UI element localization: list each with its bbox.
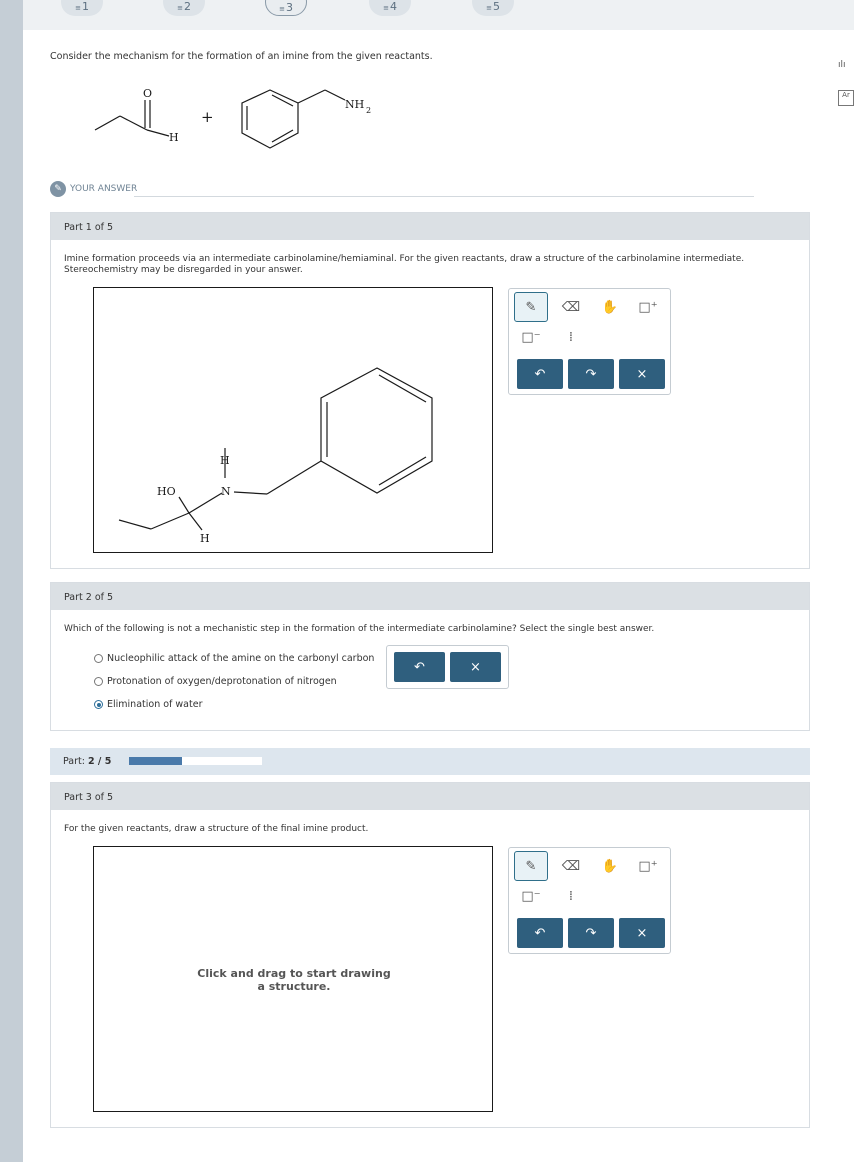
question-nav-item-3[interactable]: ≡ 3 xyxy=(265,0,307,16)
part-2-card xyxy=(50,582,810,731)
drawing-toolbox-part-1 xyxy=(508,288,671,395)
clear-button[interactable]: × xyxy=(450,652,501,682)
carbonyl-oxygen-label: O xyxy=(143,87,153,100)
amine-subscript: 2 xyxy=(366,106,372,115)
undo-button[interactable]: ↶ xyxy=(517,918,563,948)
part-2-prompt: Which of the following is not a mechanistic step in the formation of the intermediate carbinolamine? Select the single best answer. xyxy=(64,624,655,634)
add-charge-icon[interactable]: □⁺ xyxy=(638,299,658,315)
amine-label: NH xyxy=(345,98,365,111)
question-nav-item-2[interactable]: ≡ 2 xyxy=(163,0,205,16)
part-3-card xyxy=(50,782,810,1128)
drawing-toolbox-part-3 xyxy=(508,847,671,954)
data-table-icon[interactable]: ılı xyxy=(838,60,846,70)
list-icon: ≡ xyxy=(177,4,182,12)
progress-bar xyxy=(129,757,262,765)
your-answer-label: YOUR ANSWER xyxy=(70,184,138,194)
radio-button-selected[interactable] xyxy=(94,700,103,709)
drawing-canvas-part-1[interactable] xyxy=(93,287,493,553)
lone-pair-icon[interactable]: ⁞ xyxy=(568,888,574,904)
question-nav-item-1[interactable]: ≡ 1 xyxy=(61,0,103,16)
pencil-icon[interactable]: ✎ xyxy=(514,851,548,881)
carbinolamine-structure xyxy=(94,288,492,552)
nh-hydrogen-label: H xyxy=(220,454,230,467)
choice-elimination-of-water[interactable]: Elimination of water xyxy=(94,699,202,710)
redo-button[interactable]: ↷ xyxy=(568,918,614,948)
list-icon: ≡ xyxy=(383,4,388,12)
progress-bar-fill xyxy=(129,757,182,765)
undo-button[interactable]: ↶ xyxy=(517,359,563,389)
pencil-icon[interactable]: ✎ xyxy=(514,292,548,322)
hand-icon[interactable]: ✋ xyxy=(601,299,619,315)
choice-proton-transfer[interactable]: Protonation of oxygen/deprotonation of nitrogen xyxy=(94,676,337,687)
periodic-table-icon[interactable]: Ar xyxy=(838,90,854,106)
eraser-icon[interactable]: ⌫ xyxy=(561,858,581,874)
aldehyde-hydrogen-label: H xyxy=(169,131,179,144)
part-progress xyxy=(50,748,810,775)
drawing-canvas-part-3[interactable] xyxy=(93,846,493,1112)
eraser-icon[interactable]: ⌫ xyxy=(561,299,581,315)
part-2-header: Part 2 of 5 xyxy=(51,583,809,610)
lone-pair-icon[interactable]: ⁞ xyxy=(568,329,574,345)
part-1-prompt: Imine formation proceeds via an intermediate carbinolamine/hemiaminal. For the given reactants, draw a structure of the carbinolamine intermediate. Stereochemistry may be disregarded in your answer. xyxy=(64,254,745,275)
pencil-badge-icon: ✎ xyxy=(50,181,66,197)
progress-label: Part: xyxy=(63,756,85,767)
progress-count: 2 / 5 xyxy=(88,756,112,767)
reset-button[interactable]: ↶ xyxy=(394,652,445,682)
your-answer-marker xyxy=(50,181,137,197)
question-nav xyxy=(23,0,854,30)
hydroxyl-label: HO xyxy=(157,485,176,498)
redo-button[interactable]: ↷ xyxy=(568,359,614,389)
question-nav-item-4[interactable]: ≡ 4 xyxy=(369,0,411,16)
radio-button[interactable] xyxy=(94,654,103,663)
answer-controls-part-2 xyxy=(386,645,509,689)
clear-button[interactable]: × xyxy=(619,918,665,948)
hand-icon[interactable]: ✋ xyxy=(601,858,619,874)
part-1-header: Part 1 of 5 xyxy=(51,213,809,240)
radio-button[interactable] xyxy=(94,677,103,686)
remove-charge-icon[interactable]: □⁻ xyxy=(521,329,541,345)
part-3-header: Part 3 of 5 xyxy=(51,783,809,810)
choice-nucleophilic-attack[interactable]: Nucleophilic attack of the amine on the carbonyl carbon xyxy=(94,653,374,664)
reactants-structure xyxy=(80,78,390,168)
question-intro: Consider the mechanism for the formation of an imine from the given reactants. xyxy=(50,51,433,62)
list-icon: ≡ xyxy=(486,4,491,12)
clear-button[interactable]: × xyxy=(619,359,665,389)
part-3-prompt: For the given reactants, draw a structure of the final imine product. xyxy=(64,824,369,834)
add-charge-icon[interactable]: □⁺ xyxy=(638,858,658,874)
list-icon: ≡ xyxy=(75,4,80,12)
part-1-card xyxy=(50,212,810,569)
question-nav-item-5[interactable]: ≡ 5 xyxy=(472,0,514,16)
ch-hydrogen-label: H xyxy=(200,532,210,545)
plus-sign: + xyxy=(201,108,214,126)
canvas-placeholder: Click and drag to start drawing a structure. xyxy=(197,967,391,993)
divider xyxy=(134,196,754,197)
remove-charge-icon[interactable]: □⁻ xyxy=(521,888,541,904)
left-rail xyxy=(0,0,23,1162)
list-icon: ≡ xyxy=(279,5,284,13)
nitrogen-label: N xyxy=(221,485,231,498)
